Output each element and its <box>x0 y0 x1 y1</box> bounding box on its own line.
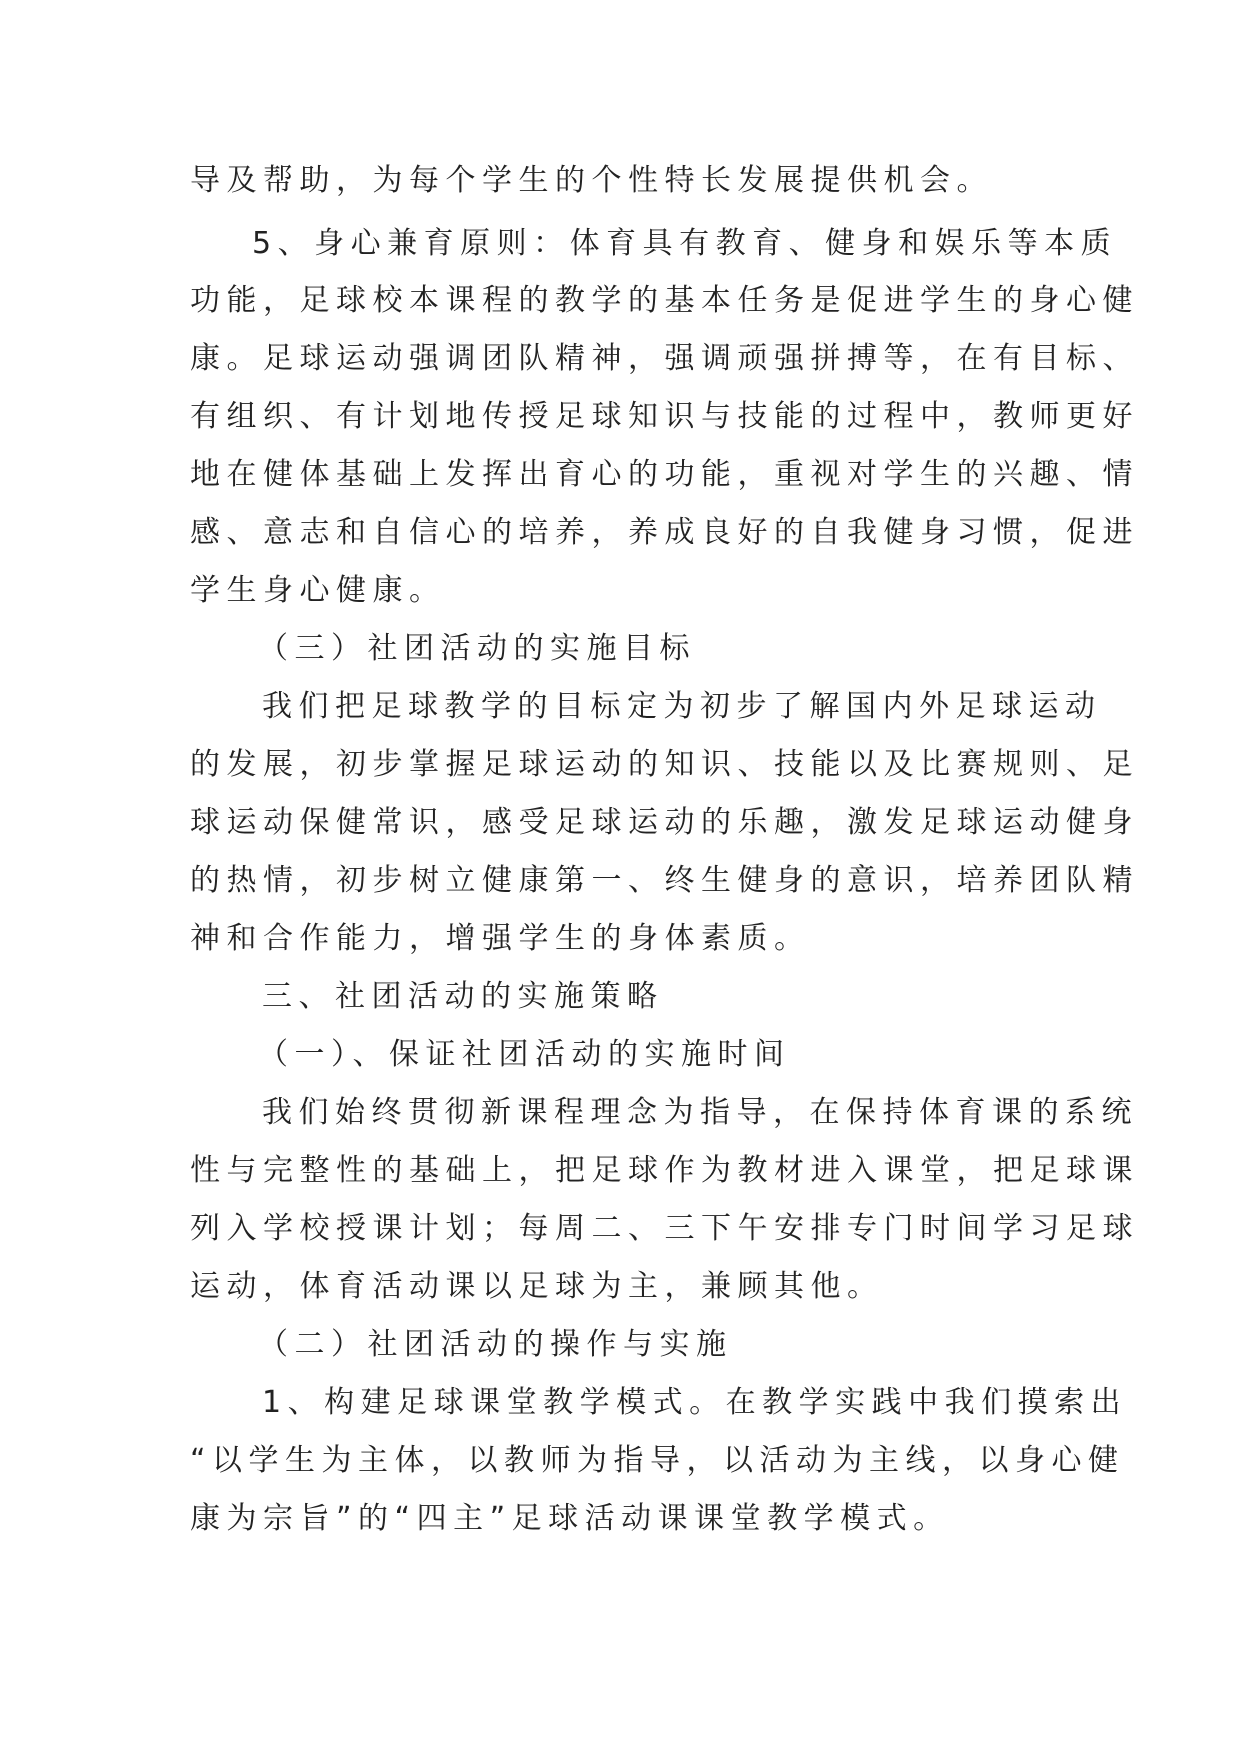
text-line: 的发展，初步掌握足球运动的知识、技能以及比赛规则、足 <box>190 747 1139 782</box>
section-heading: 三、社团活动的实施策略 <box>262 979 664 1014</box>
text-line: 康为宗旨”的“四主”足球活动课课堂教学模式。 <box>190 1501 950 1536</box>
text-line: 我们始终贯彻新课程理念为指导，在保持体育课的系统 <box>262 1095 1138 1130</box>
text-line: 导及帮助，为每个学生的个性特长发展提供机会。 <box>190 163 993 198</box>
text-line: 康。足球运动强调团队精神，强调顽强拼搏等，在有目标、 <box>190 341 1139 376</box>
section-heading: （二）社团活动的操作与实施 <box>258 1327 733 1362</box>
text-line: 我们把足球教学的目标定为初步了解国内外足球运动 <box>262 689 1102 724</box>
text-line: 运动，体育活动课以足球为主，兼顾其他。 <box>190 1269 884 1304</box>
text-line: 1、构建足球课堂教学模式。在教学实践中我们摸索出 <box>262 1385 1128 1420</box>
text-line: 功能，足球校本课程的教学的基本任务是促进学生的身心健 <box>190 283 1139 318</box>
text-line: 有组织、有计划地传授足球知识与技能的过程中，教师更好 <box>190 399 1139 434</box>
section-heading: （三）社团活动的实施目标 <box>258 631 696 666</box>
text-line: 神和合作能力，增强学生的身体素质。 <box>190 921 811 956</box>
text-line: 感、意志和自信心的培养，养成良好的自我健身习惯，促进 <box>190 515 1139 550</box>
text-line: 的热情，初步树立健康第一、终生健身的意识，培养团队精 <box>190 863 1139 898</box>
text-line: 5、身心兼育原则：体育具有教育、健身和娱乐等本质 <box>252 226 1118 261</box>
text-line: 学生身心健康。 <box>190 573 446 608</box>
text-line: 球运动保健常识，感受足球运动的乐趣，激发足球运动健身 <box>190 805 1139 840</box>
text-line: “以学生为主体，以教师为指导，以活动为主线，以身心健 <box>190 1443 1125 1478</box>
text-line: 地在健体基础上发挥出育心的功能，重视对学生的兴趣、情 <box>190 457 1139 492</box>
text-line: 性与完整性的基础上，把足球作为教材进入课堂，把足球课 <box>190 1153 1139 1188</box>
section-heading: （一）、保证社团活动的实施时间 <box>258 1037 791 1072</box>
text-line: 列入学校授课计划；每周二、三下午安排专门时间学习足球 <box>190 1211 1139 1246</box>
